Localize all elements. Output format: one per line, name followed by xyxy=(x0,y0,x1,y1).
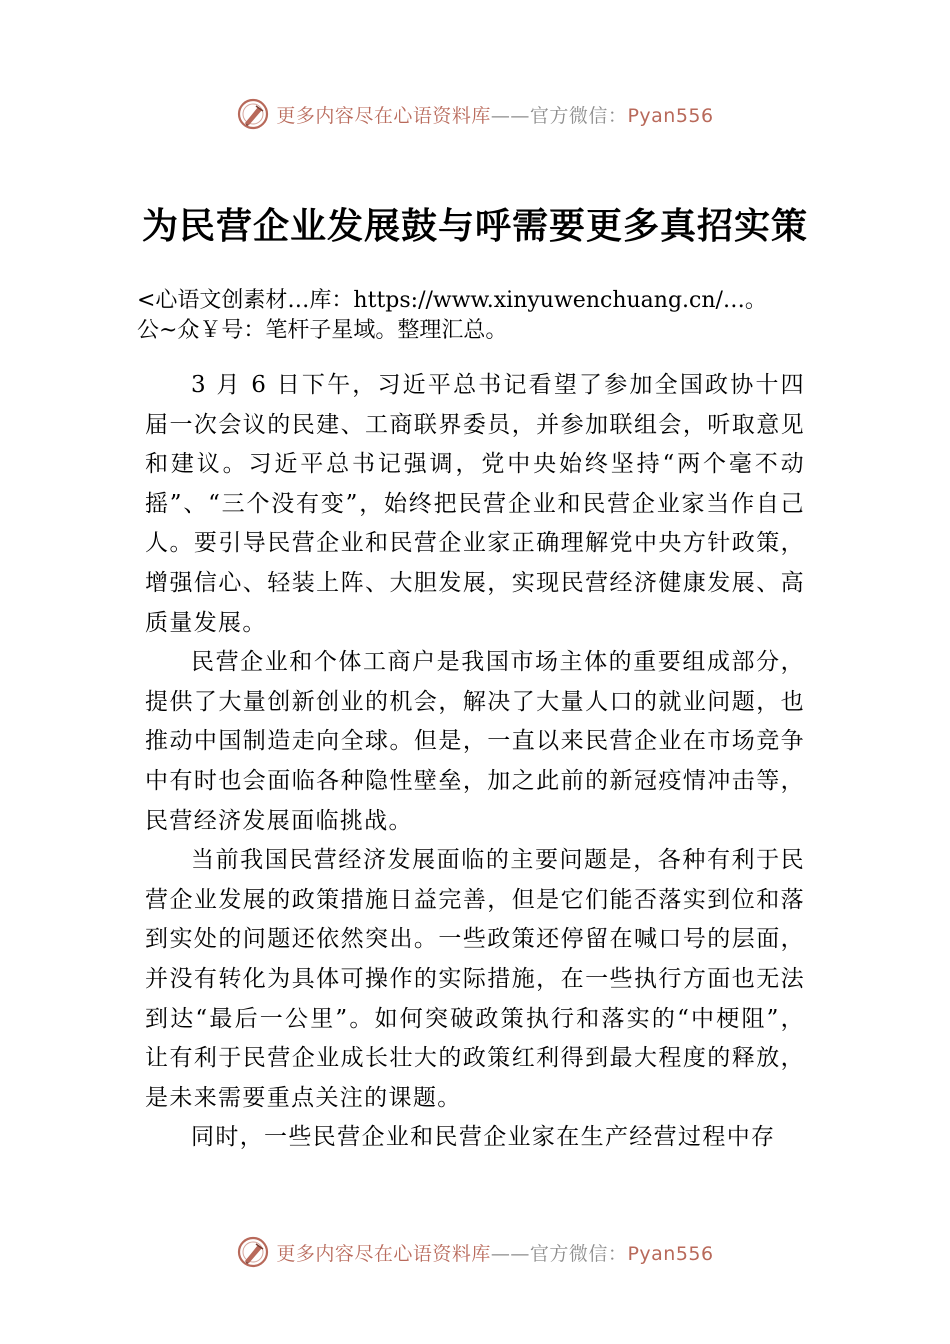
source-line-1: <心语文创素材…库：https://www.xinyuwenchuang.cn/…。 xyxy=(137,288,767,313)
watermark-wechat-label: 官方微信： xyxy=(529,1242,628,1265)
watermark-wechat-id: Pyan556 xyxy=(627,1242,714,1265)
watermark-wechat-id: Pyan556 xyxy=(627,104,714,127)
header-watermark xyxy=(0,94,950,134)
paragraph: 民营企业和个体工商户是我国市场主体的重要组成部分，提供了大量创新创业的机会，解决了大量人口的就业问题，也推动中国制造走向全球。但是，一直以来民营企业在市场竞争中有时也会面临各种隐性壁垒，加之此前的新冠疫情冲击等，民营经济发展面临挑战。 xyxy=(145,649,805,834)
footer-watermark xyxy=(0,1232,950,1272)
watermark-wechat-label: 官方微信： xyxy=(529,104,628,127)
source-line-2: 公~众￥号：笔杆子星域。整理汇总。 xyxy=(137,318,508,343)
paragraph: 同时，一些民营企业和民营企业家在生产经营过程中存 xyxy=(191,1124,776,1151)
article-body xyxy=(145,366,805,1158)
watermark-main-text: 更多内容尽在心语资料库 xyxy=(276,104,491,127)
watermark-main-text: 更多内容尽在心语资料库 xyxy=(276,1242,491,1265)
document-title: 为民营企业发展鼓与呼需要更多真招实策 xyxy=(141,205,808,247)
source-note xyxy=(137,286,817,346)
paragraph: 3 月 6 日下午，习近平总书记看望了参加全国政协十四届一次会议的民建、工商联界委员，并参加联组会，听取意见和建议。习近平总书记强调，党中央始终坚持“两个毫不动摇”、“三个没有变”，始终把民营企业和民营企业家当作自己人。要引导民营企业和民营企业家正确理解党中央方针政策，增强信心、轻装上阵、大胆发展，实现民营经济健康发展、高质量发展。 xyxy=(145,372,805,636)
watermark-separator: —— xyxy=(490,1242,530,1265)
watermark-separator: —— xyxy=(490,104,530,127)
paragraph: 当前我国民营经济发展面临的主要问题是，各种有利于民营企业发展的政策措施日益完善，但是它们能否落实到位和落到实处的问题还依然突出。一些政策还停留在喊口号的层面，并没有转化为具体可操作的实际措施，在一些执行方面也无法到达“最后一公里”。如何突破政策执行和落实的“中梗阻”，让有利于民营企业成长壮大的政策红利得到最大程度的释放，是未来需要重点关注的课题。 xyxy=(145,847,805,1111)
pen-logo-icon xyxy=(236,97,270,131)
pen-logo-icon xyxy=(236,1235,270,1269)
